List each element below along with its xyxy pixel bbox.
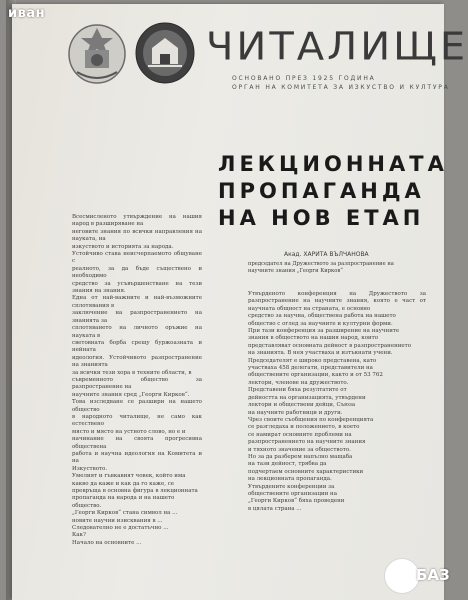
text-line: Чрез своите съобщения по конференцията — [248, 416, 374, 423]
text-line: научните знания сред „Георги Кирков“. — [72, 391, 190, 398]
text-line: начинание на своята прогресивна обществена — [72, 436, 202, 450]
headline-line-1: ЛЕКЦИОННАТА — [218, 152, 448, 176]
text-line: средство за научна, обществена работа на нашето — [248, 313, 396, 320]
marketplace-logo-text: БАЗ — [416, 566, 450, 584]
masthead-founded-line: ОСНОВАНО ПРЕЗ 1925 ГОДИНА — [232, 75, 376, 82]
text-line: Но за да разберем напълно мащаба — [248, 453, 353, 460]
right-text-column — [248, 291, 426, 599]
text-line: обществените организации, както и от 53 762 — [248, 372, 383, 379]
text-line: Една от най-важните и най-възможните сплотявания в — [72, 295, 202, 309]
text-line: разпространението на научните знания — [248, 439, 366, 446]
article-intro: председател на Дружеството за разпространение на научните знания „Георги Кирков“ — [248, 261, 394, 274]
text-line: съвременното общество за разпространение на — [72, 376, 202, 391]
text-line: идеология. Устойчивото разпространение на знанията — [72, 354, 202, 369]
text-line: При тази конференция за разширение на научните — [248, 328, 400, 335]
text-line: участваха 458 делегати, представители на — [248, 365, 373, 372]
text-line: обществените организации на — [248, 490, 338, 497]
text-line: Представени бяха резултатите от — [248, 387, 347, 394]
article-headline — [218, 151, 448, 232]
text-line: реалното, за да бъде съществено и необходимо — [72, 265, 202, 280]
text-line: представляват основната дейност в разпространението — [248, 342, 412, 349]
text-line: новите научни изисквания в ... — [72, 517, 163, 524]
text-line: се разгледаха и положението, в което — [248, 424, 360, 431]
masthead-title: ЧИТАЛИЩЕ — [206, 25, 468, 69]
text-line: общество. — [72, 502, 102, 509]
text-line: в цялата страна ... — [248, 505, 302, 512]
text-line: Това изследване се разшири на нашето общество — [72, 399, 202, 413]
text-line: дейността на организацията, утвърдени — [248, 394, 366, 401]
text-line: пропаганда на народа и на нашето — [72, 495, 175, 502]
text-line: изкуството и историята за народа. — [72, 243, 174, 250]
text-line: заключение на разпространението на знанията за — [72, 310, 202, 324]
text-line: Всесмисленото утвърждение на нашия народ в разширяване на — [72, 214, 202, 228]
text-line: Начало на основните ... — [72, 539, 142, 546]
text-line: Председателят е широко представена, като — [248, 357, 377, 364]
text-line: Как? — [72, 532, 86, 539]
text-line: средство за усъвършенстване на тези знания на знания. — [72, 280, 202, 295]
text-line: лектори и обществени дейци, Съюза — [248, 402, 356, 409]
text-line: място и място на устното слово, но е и — [72, 428, 186, 435]
watermark-text: иван — [8, 6, 46, 21]
text-line: и тяхното значение за обществото. — [248, 446, 351, 453]
text-line: общество с оглед за научните и културни форми. — [248, 320, 393, 327]
text-line: лектори, членове на дружеството. — [248, 379, 349, 386]
text-line: Утвърдените конференции за — [248, 483, 335, 490]
marketplace-logo-icon — [384, 558, 420, 594]
text-line: работа и научна идеология на Комитета и на — [72, 451, 202, 465]
text-line: се намират основните проблеми на — [248, 431, 352, 438]
text-line: какво да каже и как да го каже, се — [72, 480, 175, 487]
text-line: в народното читалище, не само как естествено — [72, 413, 202, 428]
text-line: световната борба срещу буржоазната и нейната — [72, 339, 202, 354]
text-line: неговите знания по всички направления на науката, на — [72, 228, 202, 243]
text-line: „Георги Кирков“ стана символ на ... — [72, 510, 178, 517]
headline-line-2: ПРОПАГАНДА — [218, 179, 425, 203]
left-text-column — [72, 214, 202, 546]
text-line: Умелият и гъвкавият човек, който има — [72, 473, 186, 480]
headline-line-3: НА НОВ ЕТАП — [218, 206, 425, 230]
text-line: сплотяването на личното оръжие на науката в — [72, 325, 202, 339]
article-byline: Акад. ХАРИТА ВЪЛЧАНОВА — [284, 251, 369, 258]
text-line: Утвърденото конференция на Дружеството за разпространение на научните знания, която е част от научната общност на страната, е основно — [248, 291, 426, 312]
text-line: на тази дейност, трябва да — [248, 461, 327, 468]
text-line: на лекционната пропаганда. — [248, 476, 332, 483]
text-line: на знанията. В нея участваха и изтъкнати учени. — [248, 350, 393, 357]
masthead-organ-line: ОРГАН НА КОМИТЕТА ЗА ИЗКУСТВО И КУЛТУРА — [232, 84, 450, 91]
text-line: „Георги Кирков“ бяха проведени — [248, 498, 345, 505]
text-line: на научните работници и други. — [248, 409, 343, 416]
text-line: за всички тези хора в техните области, в — [72, 369, 192, 376]
chitalishte-emblem-icon — [134, 20, 196, 84]
text-line: знания в обществото на нашия народ, които — [248, 335, 379, 342]
text-line: Устойчиво става неисчерпаемото общуване с — [72, 251, 202, 265]
state-emblem-icon — [67, 20, 127, 84]
text-line: подчертаем основните характеристики — [248, 468, 364, 475]
magazine-page — [12, 4, 468, 600]
text-line: превръща в основна фигура в лекционната — [72, 488, 198, 495]
text-line: Следователно не е достатъчно ... — [72, 525, 169, 532]
text-line: Изкуството. — [72, 465, 108, 472]
